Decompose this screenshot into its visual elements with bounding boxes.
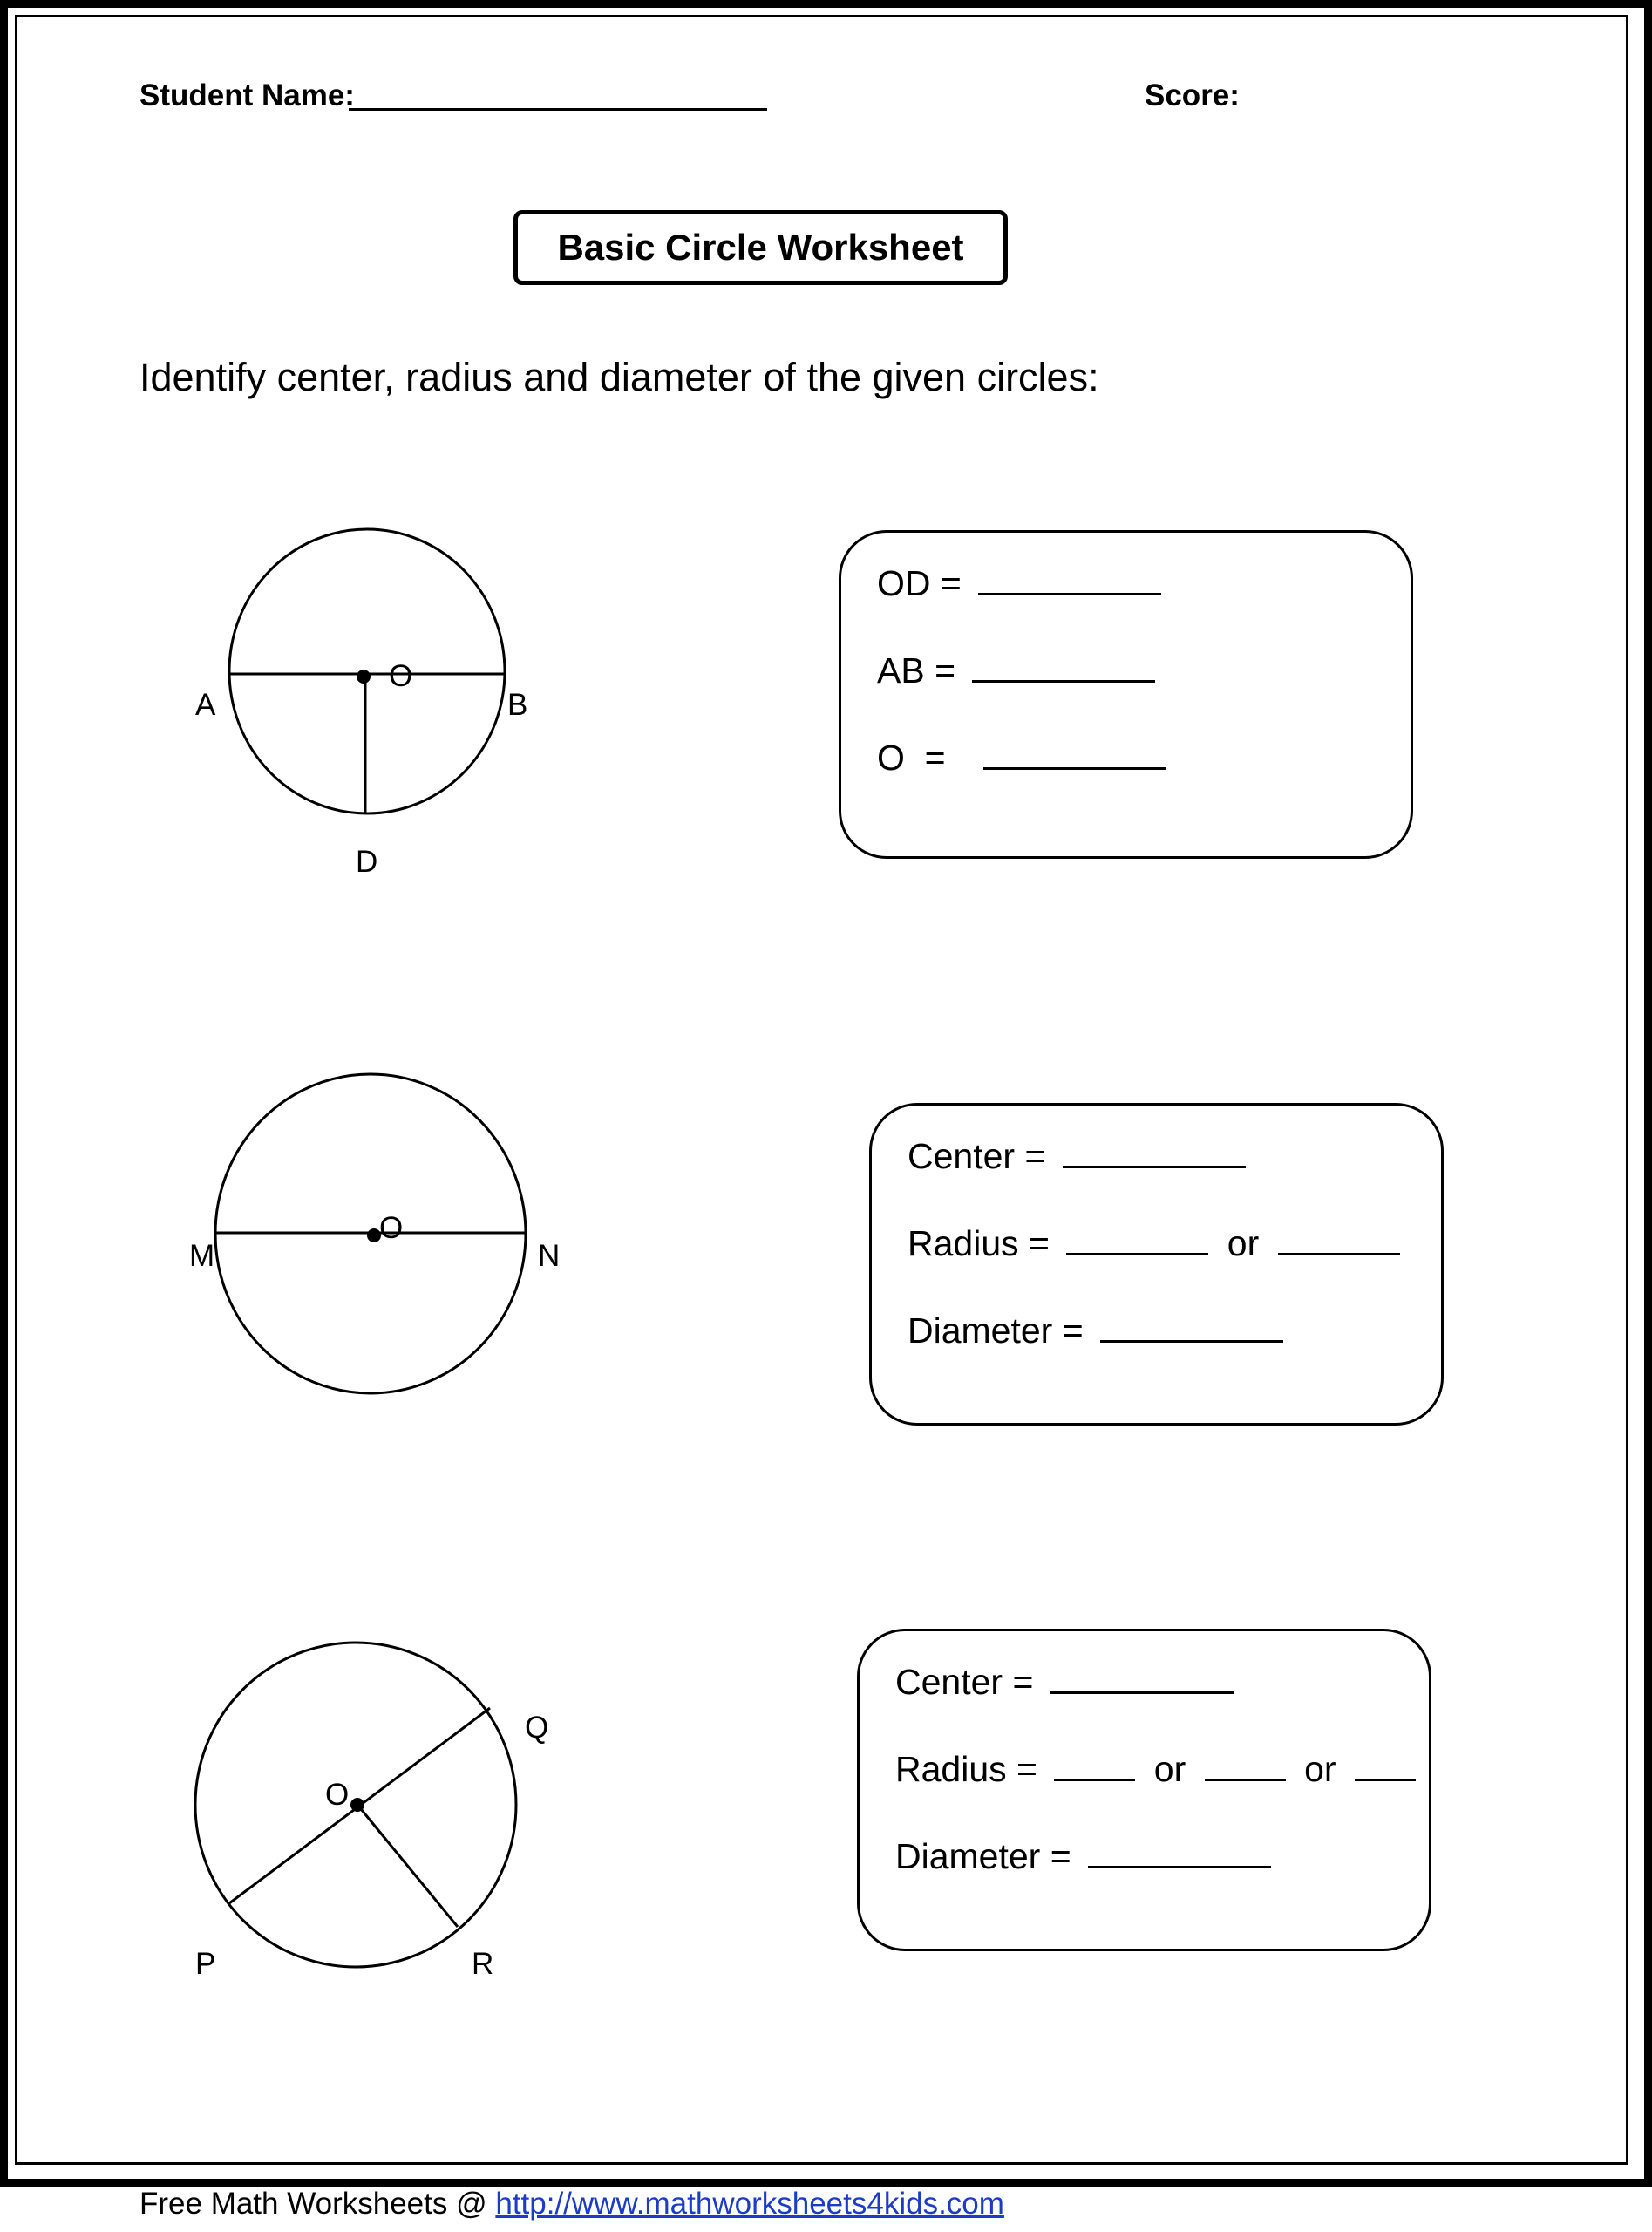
answer-row-radius <box>895 1749 1416 1790</box>
diameter-answer-blank[interactable] <box>1100 1310 1283 1343</box>
center-answer-blank[interactable] <box>1063 1136 1246 1168</box>
or-label: or <box>1227 1223 1260 1263</box>
center-answer-blank[interactable] <box>1050 1662 1234 1694</box>
center-label: Center = <box>895 1662 1034 1702</box>
answer-row-center <box>908 1136 1246 1177</box>
radius-or <box>357 1805 458 1927</box>
center-point-o <box>350 1798 364 1812</box>
answer-row-diameter <box>895 1836 1271 1877</box>
circle-figure-3 <box>195 1643 548 1981</box>
label-d: D <box>356 845 378 879</box>
radius-answer-blank-2[interactable] <box>1205 1749 1286 1781</box>
center-label: Center = <box>908 1136 1046 1176</box>
o-answer-blank[interactable] <box>983 738 1166 770</box>
circle-figure-2 <box>189 1074 560 1393</box>
radius-answer-blank-1[interactable] <box>1054 1749 1135 1781</box>
instructions-text: Identify center, radius and diameter of the given circles: <box>139 355 1099 399</box>
score-label: Score: <box>1145 78 1240 112</box>
radius-answer-blank-1[interactable] <box>1066 1223 1208 1256</box>
ab-label: AB = <box>877 650 956 691</box>
worksheet-title: Basic Circle Worksheet <box>557 227 964 268</box>
label-o-3: O <box>325 1778 350 1812</box>
od-label: OD = <box>877 563 962 603</box>
diameter-label: Diameter = <box>895 1836 1071 1876</box>
radius-answer-blank-2[interactable] <box>1278 1223 1400 1256</box>
label-a: A <box>195 688 216 722</box>
answer-row-od <box>877 563 1161 604</box>
or-label-2: or <box>1304 1749 1336 1789</box>
answer-row-diameter <box>908 1310 1283 1351</box>
label-o-2: O <box>379 1211 404 1245</box>
footer-prefix: Free Math Worksheets @ <box>139 2187 487 2221</box>
label-b: B <box>507 688 528 722</box>
answer-box-2 <box>869 1103 1444 1426</box>
footer <box>139 2187 1004 2222</box>
o-label: O = <box>877 738 946 778</box>
answer-row-o <box>877 738 1166 779</box>
radius-label: Radius = <box>895 1749 1037 1789</box>
radius-label: Radius = <box>908 1223 1050 1263</box>
label-o-1: O <box>389 659 413 693</box>
answer-row-center <box>895 1662 1234 1703</box>
label-q: Q <box>525 1711 549 1745</box>
circle-figure-1 <box>195 529 527 879</box>
answer-row-radius <box>908 1223 1400 1264</box>
answer-box-1 <box>839 530 1413 859</box>
label-r: R <box>472 1947 494 1981</box>
answer-box-3 <box>857 1629 1431 1951</box>
label-m: M <box>189 1239 215 1273</box>
center-point-o <box>357 670 371 684</box>
or-label-1: or <box>1153 1749 1186 1789</box>
label-n: N <box>538 1239 561 1273</box>
footer-link[interactable]: http://www.mathworksheets4kids.com <box>495 2187 1004 2221</box>
od-answer-blank[interactable] <box>978 563 1161 595</box>
diameter-answer-blank[interactable] <box>1088 1836 1271 1868</box>
student-name-label: Student Name: <box>139 78 355 112</box>
radius-answer-blank-3[interactable] <box>1355 1749 1416 1781</box>
diameter-label: Diameter = <box>908 1310 1084 1351</box>
label-p: P <box>195 1947 216 1981</box>
answer-row-ab <box>877 650 1155 691</box>
ab-answer-blank[interactable] <box>972 650 1155 683</box>
